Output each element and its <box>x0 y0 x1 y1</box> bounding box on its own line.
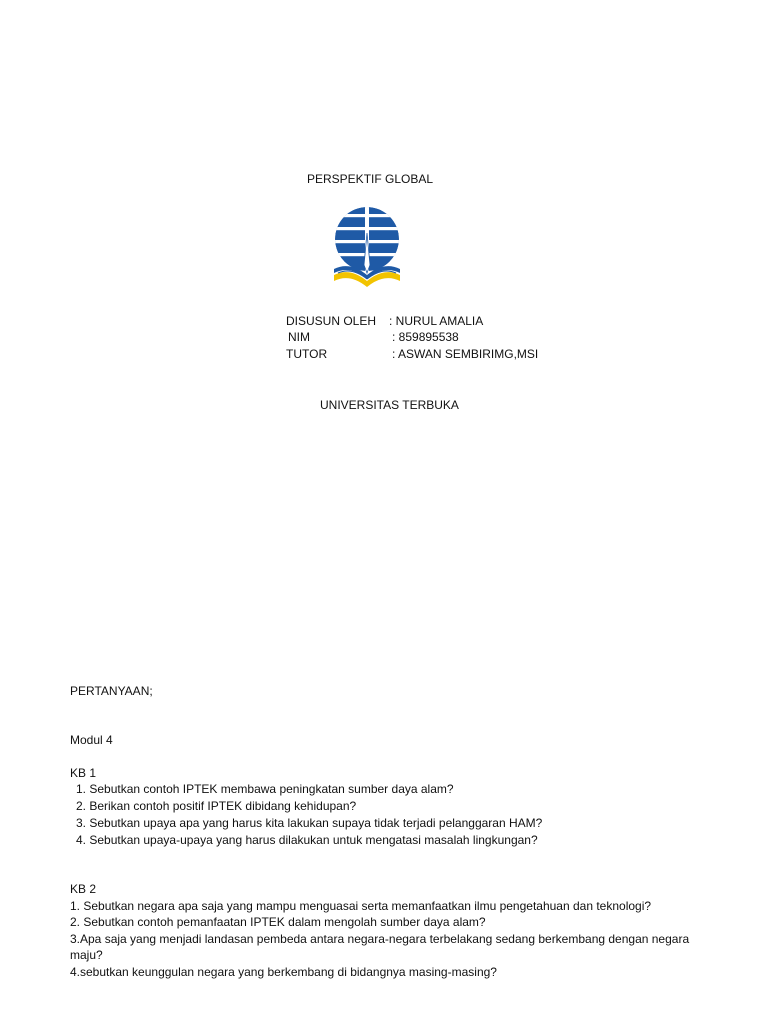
info-value: : NURUL AMALIA <box>389 314 484 328</box>
questions-heading: PERTANYAAN; <box>70 684 153 698</box>
info-label: DISUSUN OLEH <box>286 314 377 328</box>
ut-logo-globe-book-icon <box>330 203 406 295</box>
list-item: 4.sebutkan keunggulan negara yang berkembang di bidangnya masing-masing? <box>70 964 497 979</box>
list-item: 2. Berikan contoh positif IPTEK dibidang kehidupan? <box>76 799 357 813</box>
kb2-title: KB 2 <box>70 882 97 896</box>
info-value: : ASWAN SEMBIRIMG,MSI <box>392 347 539 361</box>
list-item: 4. Sebutkan upaya-upaya yang harus dilakukan untuk mengatasi masalah lingkungan? <box>76 833 538 847</box>
info-label: TUTOR <box>286 347 328 361</box>
module-label: Modul 4 <box>70 733 113 747</box>
list-item: 3. Sebutkan upaya apa yang harus kita lakukan supaya tidak terjadi pelanggaran HAM? <box>76 816 543 830</box>
page-title: PERSPEKTIF GLOBAL <box>307 172 434 186</box>
kb2-question-list <box>70 898 690 980</box>
kb1-question-list <box>76 781 542 849</box>
list-item: 3.Apa saja yang menjadi landasan pembeda antara negara-negara terbelakang sedang berkembang dengan negara maju? <box>70 931 690 963</box>
list-item: 2. Sebutkan contoh pemanfaatan IPTEK dalam mengolah sumber daya alam? <box>70 915 486 930</box>
info-value: : 859895538 <box>392 330 459 344</box>
kb1-title: KB 1 <box>70 766 97 780</box>
list-item: 1. Sebutkan contoh IPTEK membawa peningkatan sumber daya alam? <box>76 782 454 796</box>
info-label: NIM <box>288 330 310 344</box>
university-name: UNIVERSITAS TERBUKA <box>320 398 459 412</box>
list-item: 1. Sebutkan negara apa saja yang mampu menguasai serta memanfaatkan ilmu pengetahuan dan teknologi? <box>70 899 652 913</box>
